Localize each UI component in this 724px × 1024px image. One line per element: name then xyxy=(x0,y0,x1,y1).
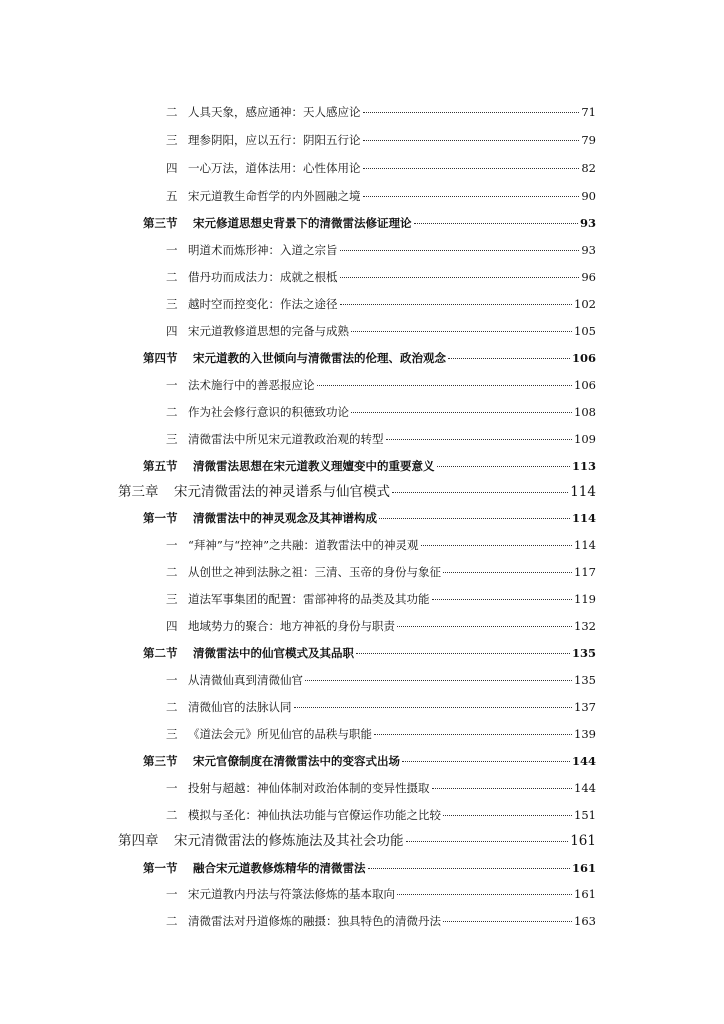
toc-item xyxy=(166,431,596,447)
dot-leader xyxy=(402,761,570,762)
dot-leader xyxy=(363,196,580,197)
toc-item-title: 宋元道教修道思想的完备与成熟 xyxy=(188,324,349,338)
toc-chapter-title: 宋元清微雷法的修炼施法及其社会功能 xyxy=(174,833,404,849)
toc-item-title: 清微仙官的法脉认同 xyxy=(188,700,292,714)
toc-section-title: 宋元修道思想史背景下的清微雷法修证理论 xyxy=(193,216,412,230)
toc-page-number: 93 xyxy=(581,243,596,257)
toc-item xyxy=(166,377,596,393)
toc-section-number: 第三节 xyxy=(143,754,178,768)
dot-leader xyxy=(392,492,568,493)
toc-item xyxy=(166,104,596,120)
toc-item-number: 三 xyxy=(166,592,178,606)
toc-section-title: 清微雷法中的神灵观念及其神谱构成 xyxy=(193,511,377,525)
toc-item xyxy=(166,699,596,715)
dot-leader xyxy=(363,112,580,113)
toc-item xyxy=(166,618,596,634)
toc-item-number: 一 xyxy=(166,887,178,901)
toc-page-number: 163 xyxy=(574,914,596,928)
toc-section-number: 第二节 xyxy=(143,646,178,660)
dot-leader xyxy=(421,545,573,546)
toc-page-number: 161 xyxy=(571,861,596,875)
dot-leader xyxy=(356,653,570,654)
toc-item-title: “拜神”与“控神”之共融：道教雷法中的神灵观 xyxy=(188,538,419,552)
toc-page-number: 135 xyxy=(571,646,596,660)
toc-item xyxy=(166,726,596,742)
toc-page-number: 108 xyxy=(574,405,596,419)
toc-item-number: 一 xyxy=(166,538,178,552)
toc-item-title: 作为社会修行意识的积德致功论 xyxy=(188,405,349,419)
toc-page-number: 82 xyxy=(581,161,596,175)
toc-item-number: 一 xyxy=(166,673,178,687)
toc-page-number: 132 xyxy=(574,619,596,633)
toc-item-number: 四 xyxy=(166,619,178,633)
toc-item-number: 四 xyxy=(166,324,178,338)
toc-item-number: 二 xyxy=(166,914,178,928)
toc-section-number: 第四节 xyxy=(143,351,178,365)
toc-item-title: 人具天象，感应通神：天人感应论 xyxy=(188,105,361,119)
toc-item-title: 模拟与圣化：神仙执法功能与官僚运作功能之比较 xyxy=(188,808,441,822)
toc-section-number: 第五节 xyxy=(143,459,178,473)
toc-page-number: 106 xyxy=(571,351,596,365)
toc-page-number: 119 xyxy=(574,592,596,606)
toc-page-number: 102 xyxy=(574,297,596,311)
toc-page-number: 93 xyxy=(579,216,596,230)
toc-item-number: 三 xyxy=(166,297,178,311)
dot-leader xyxy=(432,788,573,789)
toc-section xyxy=(143,860,596,876)
toc-item xyxy=(166,672,596,688)
toc-item xyxy=(166,269,596,285)
toc-item-title: 投射与超越：神仙体制对政治体制的变异性摄取 xyxy=(188,781,430,795)
toc-page-number: 137 xyxy=(574,700,596,714)
toc-section xyxy=(143,350,596,366)
toc-item-number: 一 xyxy=(166,243,178,257)
toc-item-title: 从创世之神到法脉之祖：三清、玉帝的身份与象征 xyxy=(188,565,441,579)
toc-item-number: 二 xyxy=(166,700,178,714)
dot-leader xyxy=(397,626,572,627)
toc-item-number: 三 xyxy=(166,133,178,147)
toc-page-number: 96 xyxy=(581,270,596,284)
toc-page-number: 71 xyxy=(581,105,596,119)
toc-item-title: 道法军事集团的配置：雷部神将的品类及其功能 xyxy=(188,592,430,606)
toc-page-number: 114 xyxy=(570,484,596,500)
toc-item-title: 越时空而控变化：作法之途径 xyxy=(188,297,338,311)
dot-leader xyxy=(379,518,570,519)
toc-page-number: 144 xyxy=(574,781,596,795)
toc-page-number: 161 xyxy=(570,833,596,849)
toc-page-number: 114 xyxy=(574,538,596,552)
toc-item-title: 明道术而炼形神：入道之宗旨 xyxy=(188,243,338,257)
dot-leader xyxy=(443,921,572,922)
toc-section-number: 第一节 xyxy=(143,511,178,525)
toc-item xyxy=(166,780,596,796)
toc-item xyxy=(166,296,596,312)
toc-item xyxy=(166,886,596,902)
toc-page-number: 144 xyxy=(571,754,596,768)
toc-item-title: 宋元道教内丹法与符箓法修炼的基本取向 xyxy=(188,887,395,901)
toc-page-number: 106 xyxy=(574,378,596,392)
toc-item-number: 二 xyxy=(166,105,178,119)
dot-leader xyxy=(340,277,580,278)
dot-leader xyxy=(294,707,573,708)
dot-leader xyxy=(443,815,572,816)
toc-section-number: 第一节 xyxy=(143,861,178,875)
dot-leader xyxy=(432,599,573,600)
toc-item xyxy=(166,323,596,339)
toc-item-title: 理参阴阳，应以五行：阴阳五行论 xyxy=(188,133,361,147)
toc-item xyxy=(166,188,596,204)
toc-page-number: 117 xyxy=(574,565,596,579)
toc-item-title: 宋元道教生命哲学的内外圆融之境 xyxy=(188,189,361,203)
toc-item xyxy=(166,807,596,823)
toc-chapter-number: 第三章 xyxy=(118,484,159,500)
toc-item xyxy=(166,160,596,176)
toc-page-number: 161 xyxy=(574,887,596,901)
toc-page-number: 151 xyxy=(574,808,596,822)
dot-leader xyxy=(363,140,580,141)
toc-item-number: 二 xyxy=(166,565,178,579)
toc-section-title: 宋元官僚制度在清微雷法中的变容式出场 xyxy=(193,754,400,768)
dot-leader xyxy=(443,572,572,573)
toc-item-title: 清微雷法对丹道修炼的融摄：独具特色的清微丹法 xyxy=(188,914,441,928)
toc-section xyxy=(143,458,596,474)
toc-chapter-number: 第四章 xyxy=(118,833,159,849)
dot-leader xyxy=(305,680,572,681)
toc-section xyxy=(143,510,596,526)
toc-item-title: 借丹功而成法力：成就之根柢 xyxy=(188,270,338,284)
toc-section-title: 清微雷法中的仙官模式及其品职 xyxy=(193,646,354,660)
toc-chapter xyxy=(118,484,596,500)
toc-item-number: 二 xyxy=(166,270,178,284)
dot-leader xyxy=(374,734,572,735)
toc-item xyxy=(166,564,596,580)
toc-section xyxy=(143,645,596,661)
toc-item-number: 四 xyxy=(166,161,178,175)
dot-leader xyxy=(351,331,572,332)
toc-item-number: 三 xyxy=(166,727,178,741)
toc-section xyxy=(143,215,596,231)
toc-item xyxy=(166,591,596,607)
toc-item-title: 一心万法，道体法用：心性体用论 xyxy=(188,161,361,175)
toc-item xyxy=(166,242,596,258)
toc-page-number: 79 xyxy=(581,133,596,147)
dot-leader xyxy=(414,223,578,224)
dot-leader xyxy=(397,894,572,895)
toc-item xyxy=(166,132,596,148)
dot-leader xyxy=(386,439,573,440)
toc-page-number: 109 xyxy=(574,432,596,446)
toc-page-number: 135 xyxy=(574,673,596,687)
toc-item-title: 地域势力的聚合：地方神祇的身份与职责 xyxy=(188,619,395,633)
toc-chapter xyxy=(118,833,596,849)
toc-item-number: 一 xyxy=(166,378,178,392)
dot-leader xyxy=(351,412,572,413)
toc-section xyxy=(143,753,596,769)
toc-item xyxy=(166,537,596,553)
dot-leader xyxy=(363,168,580,169)
toc-page-number: 113 xyxy=(571,459,596,473)
toc-page-number: 105 xyxy=(574,324,596,338)
toc-page-number: 139 xyxy=(574,727,596,741)
toc-section-number: 第三节 xyxy=(143,216,178,230)
dot-leader xyxy=(340,250,580,251)
dot-leader xyxy=(406,841,569,842)
dot-leader xyxy=(317,385,573,386)
dot-leader xyxy=(368,868,570,869)
toc-page-number: 90 xyxy=(581,189,596,203)
toc-item-title: 从清微仙真到清微仙官 xyxy=(188,673,303,687)
toc-item-title: 清微雷法中所见宋元道教政治观的转型 xyxy=(188,432,384,446)
toc-item xyxy=(166,404,596,420)
toc-item xyxy=(166,913,596,929)
toc-item-number: 五 xyxy=(166,189,178,203)
toc-section-title: 宋元道教的入世倾向与清微雷法的伦理、政治观念 xyxy=(193,351,446,365)
dot-leader xyxy=(448,358,570,359)
toc-chapter-title: 宋元清微雷法的神灵谱系与仙官模式 xyxy=(174,484,390,500)
toc-item-title: 《道法会元》所见仙官的品秩与职能 xyxy=(188,727,372,741)
toc-item-number: 三 xyxy=(166,432,178,446)
toc-item-number: 二 xyxy=(166,405,178,419)
toc-item-number: 一 xyxy=(166,781,178,795)
toc-section-title: 融合宋元道教修炼精华的清微雷法 xyxy=(193,861,366,875)
dot-leader xyxy=(340,304,573,305)
toc-item-title: 法术施行中的善恶报应论 xyxy=(188,378,315,392)
toc-page-number: 114 xyxy=(571,511,596,525)
dot-leader xyxy=(437,466,570,467)
toc-item-number: 二 xyxy=(166,808,178,822)
toc-section-title: 清微雷法思想在宋元道教义理嬗变中的重要意义 xyxy=(193,459,435,473)
